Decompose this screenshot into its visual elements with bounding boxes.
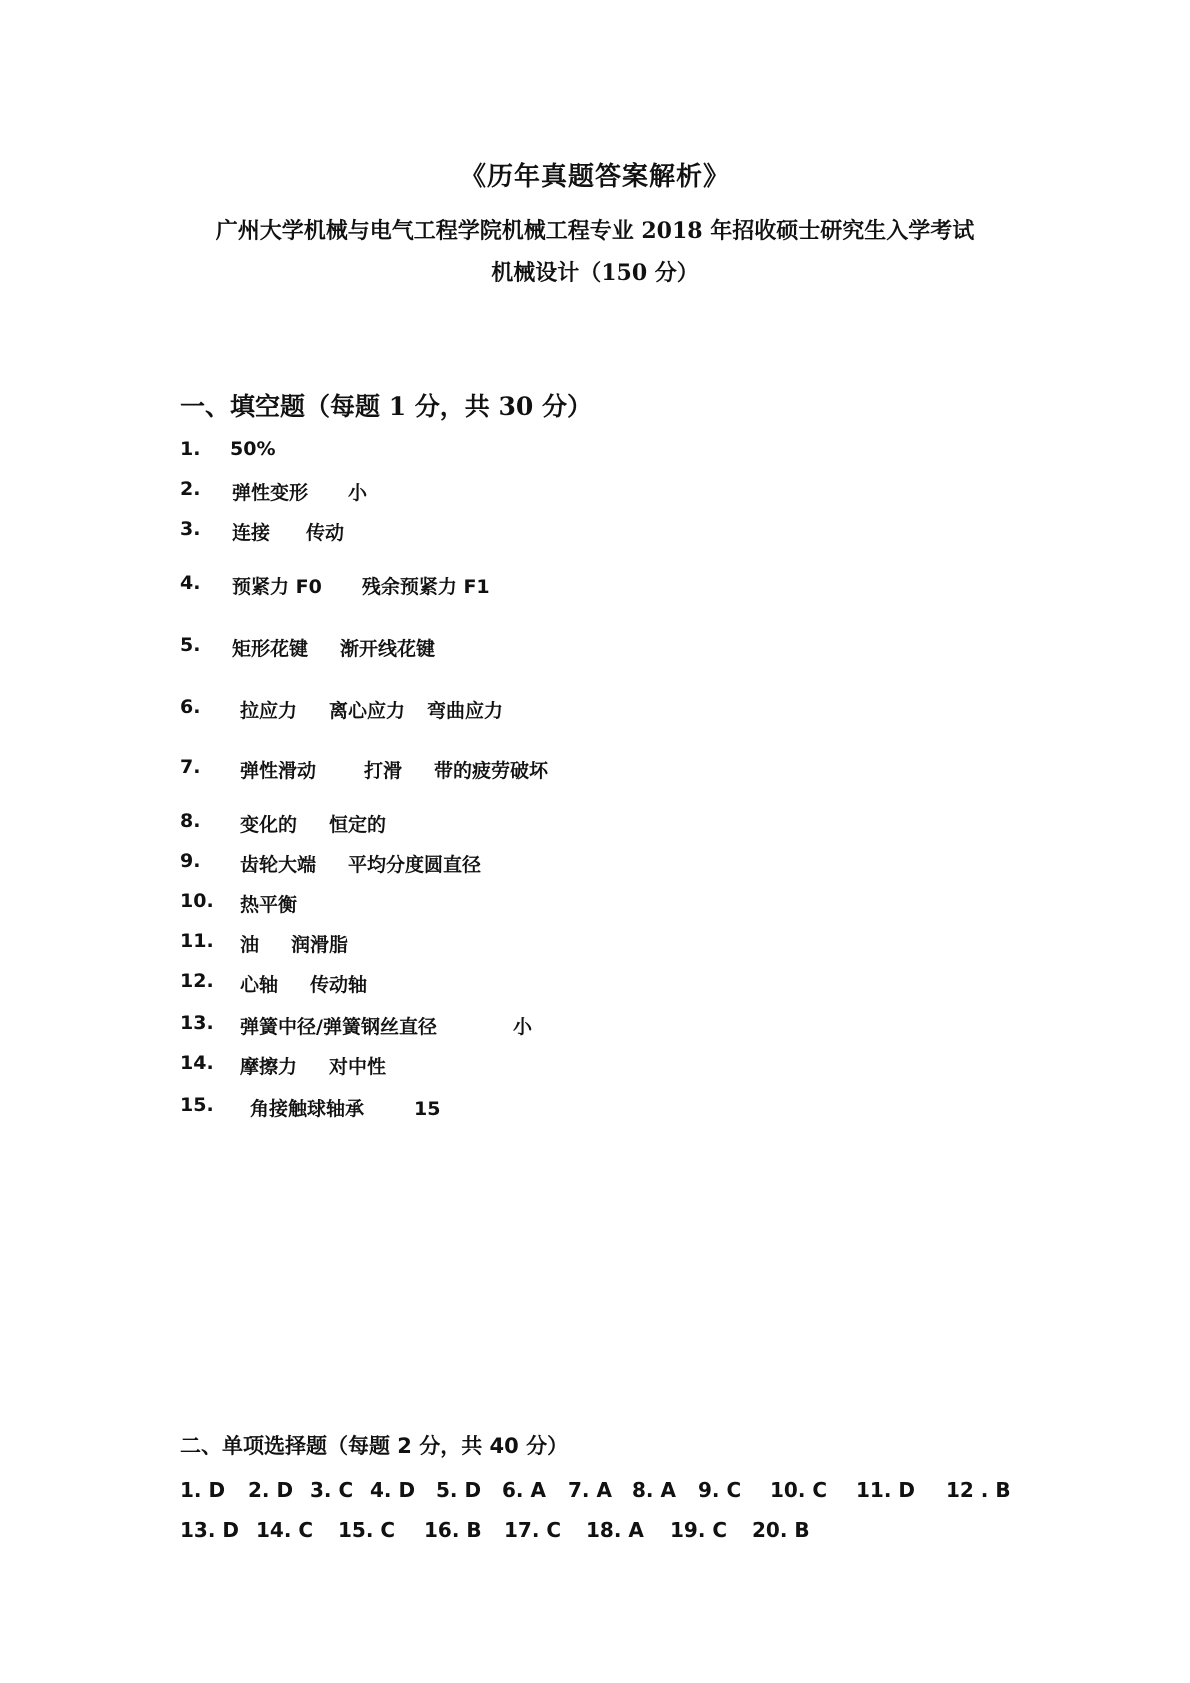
choice-answer: 15. C <box>338 1518 396 1542</box>
answer-number: 12. <box>180 970 214 992</box>
choice-answer: 14. C <box>256 1518 314 1542</box>
answer-number: 2. <box>180 478 201 500</box>
choice-answer: 5. D <box>436 1478 482 1502</box>
answer-text: 油 <box>240 934 260 956</box>
answer-number: 14. <box>180 1052 214 1074</box>
answer-text: 连接 <box>232 522 271 544</box>
answer-text: 预紧力 F0 <box>232 576 322 598</box>
answer-number: 3. <box>180 518 201 540</box>
answer-text: 平均分度圆直径 <box>348 854 482 876</box>
answer-number: 8. <box>180 810 201 832</box>
answer-number: 9. <box>180 850 201 872</box>
answer-text: 弹簧中径/弹簧钢丝直径 <box>240 1016 437 1038</box>
answer-text: 残余预紧力 F1 <box>361 576 490 598</box>
choice-answer: 12 . B <box>946 1478 1011 1502</box>
choice-answer: 1. D <box>180 1478 226 1502</box>
choice-answer: 20. B <box>752 1518 810 1542</box>
choice-answer: 3. C <box>310 1478 354 1502</box>
answer-text: 弹性滑动 <box>240 760 317 782</box>
answer-number: 5. <box>180 634 201 656</box>
answer-text: 带的疲劳破坏 <box>434 760 549 782</box>
answer-text: 矩形花键 <box>232 638 309 660</box>
choice-answer: 13. D <box>180 1518 239 1542</box>
answer-text: 渐开线花键 <box>340 638 436 660</box>
choice-answer: 19. C <box>670 1518 728 1542</box>
section1-heading: 一、填空题（每题 1 分，共 30 分） <box>180 392 593 421</box>
answer-number: 11. <box>180 930 214 952</box>
answer-number: 7. <box>180 756 201 778</box>
choice-answer: 9. C <box>698 1478 742 1502</box>
choice-answer: 6. A <box>502 1478 546 1502</box>
answer-text: 热平衡 <box>240 894 298 916</box>
answer-text: 离心应力 <box>329 700 406 722</box>
section2-heading: 二、单项选择题（每题 2 分，共 40 分） <box>180 1434 569 1458</box>
choice-answer: 7. A <box>568 1478 612 1502</box>
course-title: 机械设计（150 分） <box>491 260 699 286</box>
answer-text: 润滑脂 <box>291 934 349 956</box>
answer-text: 打滑 <box>364 760 403 782</box>
choice-answer: 2. D <box>248 1478 294 1502</box>
answer-text: 传动轴 <box>310 974 368 996</box>
choice-answer: 4. D <box>370 1478 416 1502</box>
choice-answer: 18. A <box>586 1518 644 1542</box>
answer-text: 齿轮大端 <box>240 854 317 876</box>
answer-text: 小 <box>348 482 368 504</box>
answer-text: 50% <box>230 438 276 460</box>
answer-number: 1. <box>180 438 201 460</box>
answer-text: 对中性 <box>329 1056 387 1078</box>
choice-answer: 11. D <box>856 1478 915 1502</box>
choice-answer: 17. C <box>504 1518 562 1542</box>
answer-text: 角接触球轴承 <box>250 1098 365 1120</box>
answer-text: 传动 <box>306 522 345 544</box>
answer-number: 15. <box>180 1094 214 1116</box>
answer-text: 15 <box>414 1098 441 1120</box>
answer-number: 4. <box>180 572 201 594</box>
choice-answer: 8. A <box>632 1478 676 1502</box>
answer-text: 小 <box>512 1016 532 1038</box>
answer-text: 弹性变形 <box>232 482 309 504</box>
answer-number: 10. <box>180 890 214 912</box>
choice-answer: 16. B <box>424 1518 482 1542</box>
answer-text: 弯曲应力 <box>427 700 504 722</box>
answer-text: 恒定的 <box>329 814 387 836</box>
answer-number: 13. <box>180 1012 214 1034</box>
answer-text: 摩擦力 <box>240 1056 298 1078</box>
document-title: 《历年真题答案解析》 <box>459 162 730 192</box>
answer-text: 拉应力 <box>240 700 298 722</box>
answer-text: 变化的 <box>240 814 298 836</box>
answer-number: 6. <box>180 696 201 718</box>
answer-text: 心轴 <box>240 974 279 996</box>
choice-answer: 10. C <box>770 1478 828 1502</box>
document-subtitle: 广州大学机械与电气工程学院机械工程专业 2018 年招收硕士研究生入学考试 <box>215 218 975 244</box>
